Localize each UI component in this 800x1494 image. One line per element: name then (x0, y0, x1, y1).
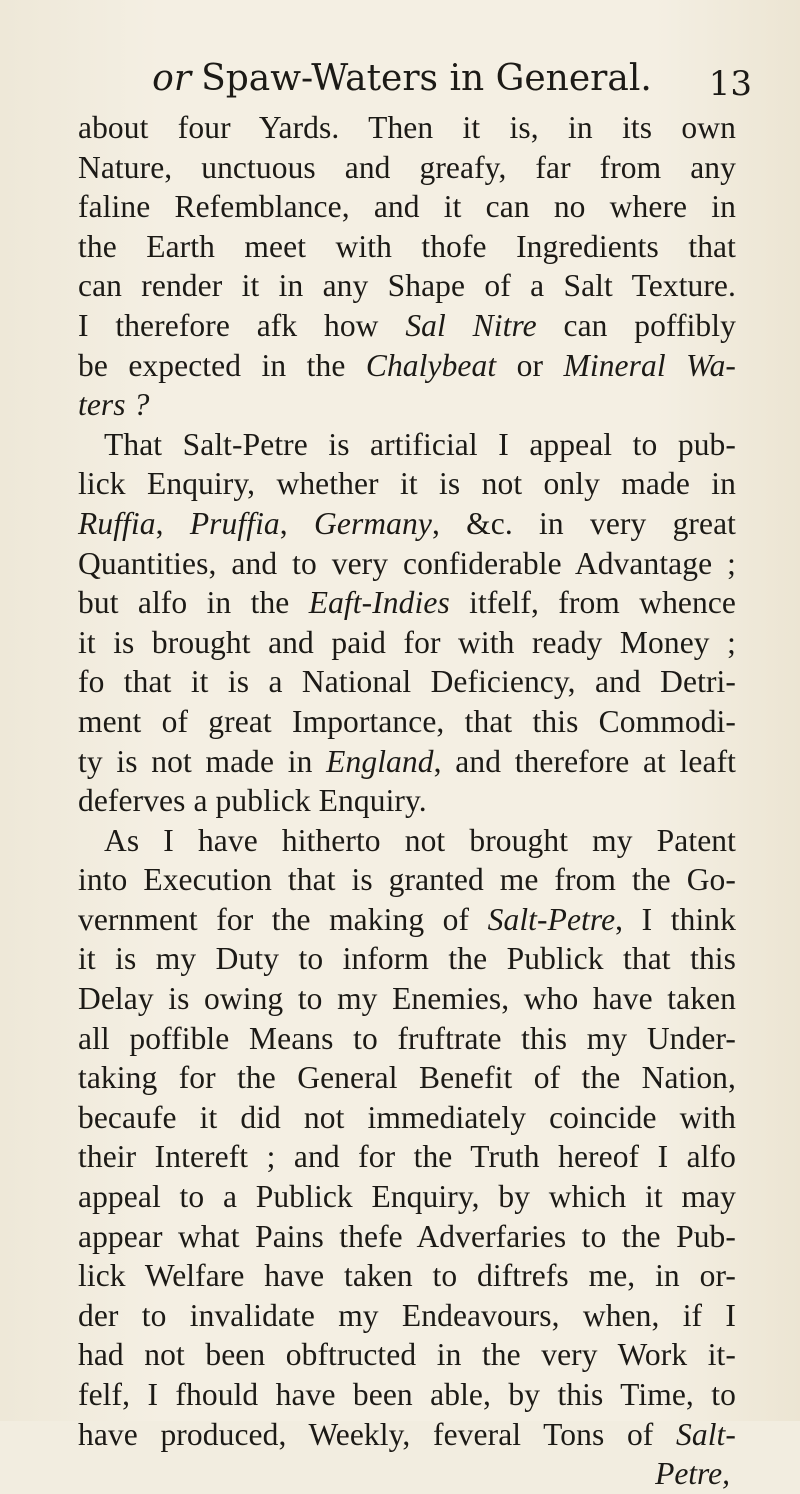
text-run: can poffibly (536, 307, 736, 343)
text-line (78, 1335, 736, 1375)
text-run: , (155, 505, 190, 541)
text-run: , (279, 505, 315, 541)
text-line (78, 1217, 736, 1257)
text-run: Quantities, and to very confiderable Advantage ; (78, 545, 736, 581)
text-run: can render it in any Shape of a Salt Texture. (78, 268, 736, 304)
italic-run: Salt- (676, 1416, 736, 1452)
text-run: , &c. in very great (431, 505, 737, 541)
text-run: have produced, Weekly, feveral Tons of (78, 1416, 676, 1452)
text-run: der to invalidate my Endeavours, when, if I (78, 1297, 736, 1333)
text-run: but alfo in the (78, 585, 309, 621)
text-run: their Intereft ; and for the Truth hereof I alfo (78, 1139, 736, 1175)
text-run: all poffible Means to fruftrate this my Under- (78, 1020, 736, 1056)
italic-run: Pruffia (189, 505, 280, 541)
text-run: it is my Duty to inform the Publick that this (78, 941, 736, 977)
text-line (78, 781, 736, 821)
text-line (78, 346, 736, 386)
text-line (78, 385, 736, 425)
text-line (78, 939, 736, 979)
text-run: As I have hitherto not brought my Patent (104, 822, 736, 858)
text-line (78, 148, 736, 188)
text-run: Delay is owing to my Enemies, who have taken (78, 981, 736, 1017)
text-line (78, 187, 736, 227)
text-run: ment of great Importance, that this Commodi- (78, 703, 736, 739)
text-line (78, 1296, 736, 1336)
text-line (78, 1019, 736, 1059)
italic-run: Salt-Petre (487, 901, 616, 937)
italic-run: Sal Nitre (405, 307, 537, 343)
italic-run: England (326, 743, 434, 779)
text-line (78, 1137, 736, 1177)
text-run: I therefore afk how (78, 307, 406, 343)
body-text (78, 108, 736, 1454)
text-line (78, 1058, 736, 1098)
italic-run: Eaft-Indies (308, 585, 450, 621)
text-line (78, 504, 736, 544)
text-line (78, 821, 736, 861)
text-run: lick Welfare have taken to diftrefs me, in or- (78, 1258, 736, 1294)
running-head (68, 58, 752, 108)
text-line (78, 227, 736, 267)
italic-run: Germany (314, 505, 432, 541)
text-line (78, 623, 736, 663)
text-run: , I think (615, 901, 736, 937)
text-line (78, 464, 736, 504)
text-line (78, 1098, 736, 1138)
text-line (78, 702, 736, 742)
text-line (78, 425, 736, 465)
text-line (78, 1256, 736, 1296)
page-number: 13 (708, 64, 752, 104)
running-head-prefix: or (152, 58, 192, 99)
running-head-title: Spaw-Waters in General. (201, 58, 652, 99)
text-run: taking for the General Benefit of the Nation, (78, 1060, 736, 1096)
text-run: into Execution that is granted me from the Go- (78, 862, 736, 898)
text-run: deferves a publick Enquiry. (78, 783, 427, 819)
text-line (78, 1375, 736, 1415)
italic-run: Mineral Wa- (563, 347, 737, 383)
text-run: appear what Pains thefe Adverfaries to the Pub- (78, 1218, 736, 1254)
text-run: becaufe it did not immediately coincide with (78, 1099, 736, 1135)
italic-run: ters ? (78, 387, 150, 423)
text-line (78, 662, 736, 702)
text-run: the Earth meet with thofe Ingredients that (78, 228, 736, 264)
text-run: faline Refemblance, and it can no where in (78, 189, 736, 225)
text-run: itfelf, from whence (449, 585, 737, 621)
text-run: it is brought and paid for with ready Money ; (78, 624, 736, 660)
italic-run: Chalybeat (365, 347, 497, 383)
text-line (78, 742, 736, 782)
text-run: had not been obftructed in the very Work it- (78, 1337, 736, 1373)
text-run: ty is not made in (78, 743, 327, 779)
text-line (78, 1177, 736, 1217)
text-line (78, 306, 736, 346)
text-run: appeal to a Publick Enquiry, by which it may (78, 1179, 736, 1215)
text-run: Nature, unctuous and greafy, far from any (78, 149, 736, 185)
text-run: be expected in the (78, 347, 366, 383)
catchword: Petre, (655, 1456, 730, 1492)
text-run: fo that it is a National Deficiency, and Detri- (78, 664, 736, 700)
text-line (78, 979, 736, 1019)
text-line (78, 583, 736, 623)
text-line (78, 900, 736, 940)
text-run: lick Enquiry, whether it is not only made in (78, 466, 736, 502)
text-run: vernment for the making of (78, 901, 488, 937)
text-run: or (496, 347, 564, 383)
text-run: , and therefore at leaft (433, 743, 737, 779)
text-line (78, 266, 736, 306)
text-run: felf, I fhould have been able, by this Time, to (78, 1377, 736, 1412)
text-run: about four Yards. Then it is, in its own (78, 110, 736, 145)
text-line (78, 544, 736, 584)
text-line (78, 108, 736, 148)
italic-run: Ruffia (78, 505, 156, 541)
text-line (78, 860, 736, 900)
text-run: That Salt-Petre is artificial I appeal to pub- (104, 426, 736, 462)
